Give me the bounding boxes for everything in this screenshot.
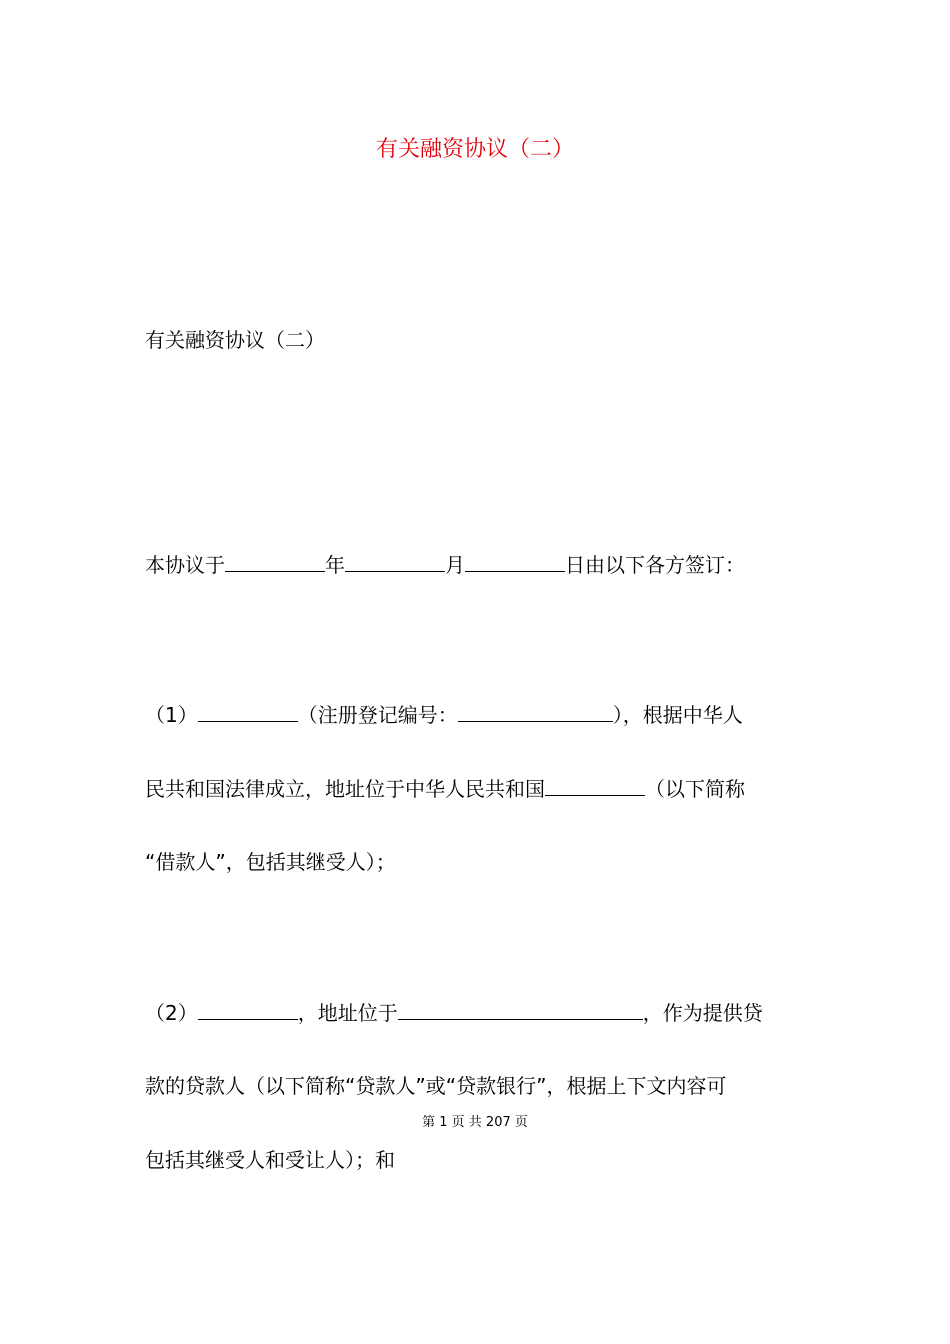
agreement-date-line <box>145 552 745 577</box>
month-blank <box>345 552 445 572</box>
party1-reg-blank <box>458 702 613 722</box>
party2-number: （2） <box>145 1001 198 1025</box>
date-suffix: 日由以下各方签订： <box>565 553 745 577</box>
page-footer: 第 1 页 共 207 页 <box>422 1115 528 1130</box>
year-blank <box>225 552 325 572</box>
party2-name-blank <box>198 1000 298 1020</box>
party2-line2: 款的贷款人（以下简称“贷款人”或“贷款银行”，根据上下文内容可 <box>145 1074 727 1098</box>
day-blank <box>465 552 565 572</box>
month-label: 月 <box>445 553 465 577</box>
document-subtitle: 有关融资协议（二） <box>145 328 325 352</box>
party2-line1-end: ，作为提供贷 <box>642 1001 763 1025</box>
party1-reg-label: （注册登记编号： <box>297 703 458 727</box>
party2-line3: 包括其继受人和受让人）；和 <box>145 1148 395 1172</box>
party2-line1 <box>145 1000 763 1025</box>
party1-line1-end: ），根据中华人 <box>612 703 743 727</box>
party1-line2 <box>145 776 745 801</box>
party2-address-label: ，地址位于 <box>297 1001 398 1025</box>
party1-address-blank <box>545 776 645 796</box>
party2-address-blank <box>398 1000 643 1020</box>
party1-line3: “借款人”，包括其继受人）； <box>145 850 396 874</box>
party1-abbrev-text: （以下简称 <box>645 777 745 801</box>
year-label: 年 <box>325 553 345 577</box>
document-title: 有关融资协议（二） <box>375 137 574 162</box>
party1-number: （1） <box>145 703 198 727</box>
party1-name-blank <box>198 702 298 722</box>
party1-address-text: 民共和国法律成立，地址位于中华人民共和国 <box>145 777 545 801</box>
party1-line1 <box>145 702 743 727</box>
date-prefix: 本协议于 <box>145 553 225 577</box>
